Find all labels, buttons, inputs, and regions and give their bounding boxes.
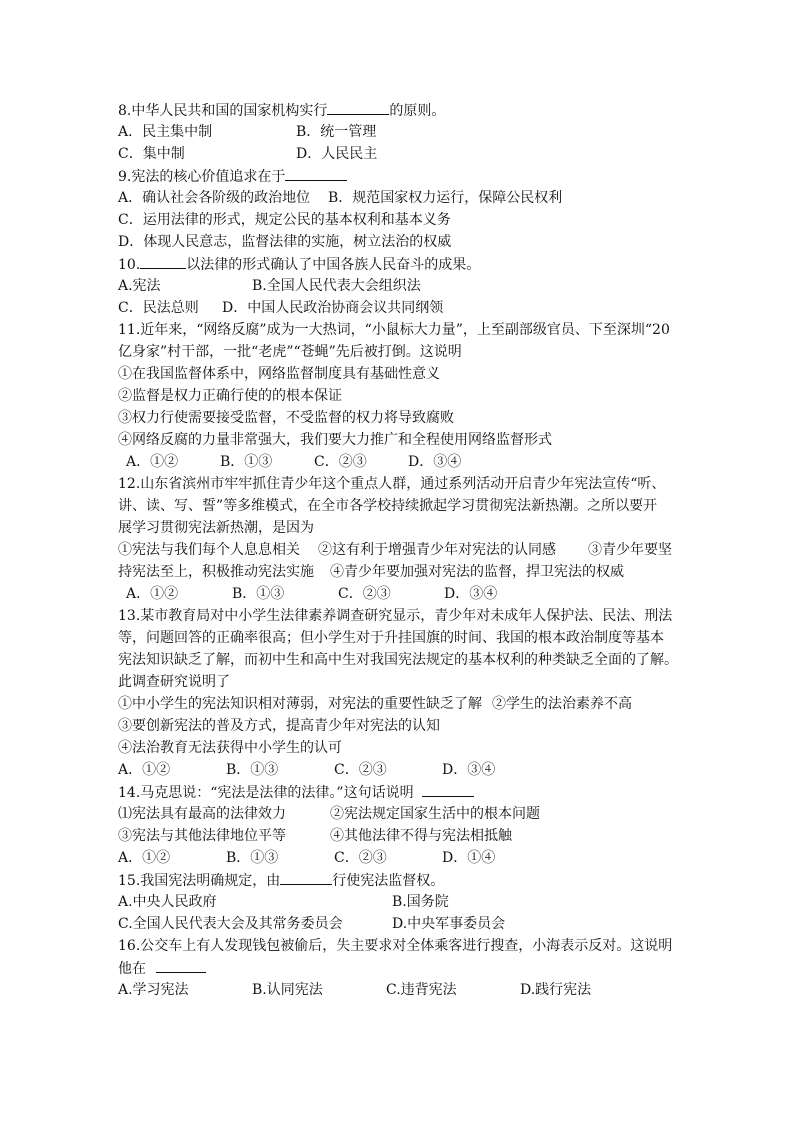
q10-stem-text: 以法律的形式确认了中国各族人民奋斗的成果。 bbox=[186, 257, 481, 273]
q12-statement-3-start: ③青少年要坚 bbox=[588, 542, 672, 558]
q12-statement-1: ①宪法与我们每个人息息相关 bbox=[118, 542, 300, 558]
q15-stem bbox=[118, 870, 444, 891]
q15-options-row1 bbox=[118, 892, 449, 912]
q12-option-d: D．③④ bbox=[444, 586, 498, 602]
q12-stem-line3: 展学习贯彻宪法新热潮，是因为 bbox=[118, 520, 314, 536]
q11-option-a: A．①② bbox=[126, 454, 179, 470]
answer-blank bbox=[422, 782, 474, 797]
q10-option-a: A.宪法 bbox=[118, 278, 161, 294]
q11-statement-2: ②监督是权力正确行使的的根本保证 bbox=[118, 388, 342, 404]
q16-options bbox=[118, 980, 591, 1000]
q13-statement-4: ④法治教育无法获得中小学生的认可 bbox=[118, 740, 342, 756]
q13-stem-line3: 宪法知识缺乏了解，而初中生和高中生对我国宪法规定的基本权利的种类缺乏全面的了解。 bbox=[118, 652, 678, 668]
q8-option-c: C．集中制 bbox=[118, 146, 185, 162]
q8-stem-text: 8.中华人民共和国的国家机构实行 bbox=[118, 103, 328, 119]
q15-option-b: B.国务院 bbox=[392, 894, 449, 910]
q9-option-b: B．规范国家权力运行，保障公民权利 bbox=[328, 190, 563, 206]
q11-options bbox=[126, 452, 461, 472]
q13-statement-2: ②学生的法治素养不高 bbox=[492, 696, 632, 712]
q14-statement-2: ②宪法规定国家生活中的根本问题 bbox=[330, 806, 540, 822]
q8-stem bbox=[118, 100, 445, 121]
q11-stem-line1: 11.近年来，“网络反腐”成为一大热词，“小鼠标大力量”，上至副部级官员、下至深圳“20 bbox=[118, 322, 670, 338]
q9-options-row1 bbox=[118, 188, 562, 208]
answer-blank bbox=[156, 958, 206, 973]
answer-blank bbox=[285, 166, 347, 181]
q15-option-c: C.全国人民代表大会及其常务委员会 bbox=[118, 916, 343, 932]
q13-stem-line2: 等，问题回答的正确率很高；但小学生对于升挂国旗的时间、我国的根本政治制度等基本 bbox=[118, 630, 664, 646]
q9-option-a: A．确认社会各阶级的政治地位 bbox=[118, 190, 311, 206]
q8-option-d: D．人民民主 bbox=[296, 146, 378, 162]
q13-stem-line1: 13.某市教育局对中小学生法律素养调查研究显示，青少年对未成年人保护法、民法、刑法 bbox=[118, 608, 673, 624]
q12-option-c: C．②③ bbox=[338, 586, 391, 602]
q11-statement-4: ④网络反腐的力量非常强大，我们要大力推广和全程使用网络监督形式 bbox=[118, 432, 552, 448]
q9-option-c: C．运用法律的形式，规定公民的基本权利和基本义务 bbox=[118, 212, 451, 228]
q9-option-d: D．体现人民意志，监督法律的实施，树立法治的权威 bbox=[118, 234, 452, 250]
q14-option-a: A．①② bbox=[118, 850, 171, 866]
q14-option-c: C．②③ bbox=[334, 850, 387, 866]
q12-stem-line2: 讲、读、写、誓”等多维模式，在全市各学校持续掀起学习贯彻宪法新热潮。之所以要开 bbox=[118, 498, 658, 514]
q8-option-b: B．统一管理 bbox=[296, 124, 377, 140]
q8-options-row1 bbox=[118, 122, 376, 142]
q10-option-c: C．民法总则 bbox=[118, 300, 199, 316]
q10-stem-number: 10. bbox=[118, 257, 141, 273]
q13-option-a: A．①② bbox=[118, 762, 171, 778]
q11-statement-3: ③权力行使需要接受监督，不受监督的权力将导致腐败 bbox=[118, 410, 454, 426]
answer-blank bbox=[327, 100, 389, 115]
q15-stem-text: 15.我国宪法明确规定，由 bbox=[118, 873, 281, 889]
q10-option-d: D．中国人民政治协商会议共同纲领 bbox=[222, 300, 444, 316]
answer-blank bbox=[140, 254, 186, 269]
q14-option-b: B．①③ bbox=[226, 850, 279, 866]
q16-option-a: A.学习宪法 bbox=[118, 982, 189, 998]
q16-stem-line2 bbox=[118, 958, 206, 979]
q12-statements-row2 bbox=[118, 562, 624, 582]
q8-options-row2 bbox=[118, 144, 377, 164]
q12-statements-row1 bbox=[118, 540, 672, 560]
q11-statement-1: ①在我国监督体系中，网络监督制度具有基础性意义 bbox=[118, 366, 440, 382]
q12-options bbox=[126, 584, 497, 604]
q14-statements-row2 bbox=[118, 826, 512, 846]
q9-stem bbox=[118, 166, 347, 187]
q15-option-d: D.中央军事委员会 bbox=[392, 916, 506, 932]
q15-options-row2 bbox=[118, 914, 505, 934]
q10-options-row1 bbox=[118, 276, 421, 296]
q14-stem bbox=[118, 782, 474, 803]
q16-stem-text: 他在 bbox=[118, 961, 146, 977]
q16-stem-line1: 16.公交车上有人发现钱包被偷后，失主要求对全体乘客进行搜查，小海表示反对。这说明 bbox=[118, 938, 673, 954]
q13-stem-line4: 此调查研究说明了 bbox=[118, 674, 230, 690]
q9-stem-text: 9.宪法的核心价值追求在于 bbox=[118, 169, 286, 185]
q13-statement-3: ③要创新宪法的普及方式，提高青少年对宪法的认知 bbox=[118, 718, 440, 734]
q14-options bbox=[118, 848, 495, 868]
q14-statements-row1 bbox=[118, 804, 540, 824]
q16-option-c: C.违背宪法 bbox=[386, 982, 457, 998]
q12-statement-3-end: 持宪法至上，积极推动宪法实施 bbox=[118, 564, 314, 580]
q13-statement-1: ①中小学生的宪法知识相对薄弱，对宪法的重要性缺乏了解 bbox=[118, 696, 482, 712]
q11-option-d: D．③④ bbox=[408, 454, 462, 470]
q13-option-d: D．③④ bbox=[442, 762, 496, 778]
q11-option-b: B．①③ bbox=[220, 454, 273, 470]
q10-stem bbox=[118, 254, 480, 275]
q12-statement-2: ②这有利于增强青少年对宪法的认同感 bbox=[318, 542, 556, 558]
answer-blank bbox=[280, 870, 332, 885]
q10-options-row2 bbox=[118, 298, 443, 318]
q14-statement-1: ⑴宪法具有最高的法律效力 bbox=[118, 806, 286, 822]
q13-statements-row1 bbox=[118, 694, 632, 714]
q8-stem-tail: 的原则。 bbox=[389, 103, 446, 119]
q16-option-b: B.认同宪法 bbox=[252, 982, 323, 998]
q15-stem-tail: 行使宪法监督权。 bbox=[332, 873, 445, 889]
q8-option-a: A．民主集中制 bbox=[118, 124, 213, 140]
q15-option-a: A.中央人民政府 bbox=[118, 894, 217, 910]
q11-option-c: C．②③ bbox=[314, 454, 367, 470]
q12-option-b: B．①③ bbox=[232, 586, 285, 602]
q10-option-b: B.全国人民代表大会组织法 bbox=[252, 278, 421, 294]
q13-options bbox=[118, 760, 495, 780]
q14-stem-text: 14.马克思说：“宪法是法律的法律。”这句话说明 bbox=[118, 785, 414, 801]
q12-option-a: A．①② bbox=[126, 586, 179, 602]
q13-option-b: B．①③ bbox=[226, 762, 279, 778]
q14-statement-3: ③宪法与其他法律地位平等 bbox=[118, 828, 286, 844]
q14-option-d: D．①④ bbox=[442, 850, 496, 866]
q12-statement-4: ④青少年要加强对宪法的监督，捍卫宪法的权威 bbox=[330, 564, 624, 580]
q14-statement-4: ④其他法律不得与宪法相抵触 bbox=[330, 828, 512, 844]
q13-option-c: C．②③ bbox=[334, 762, 387, 778]
q16-option-d: D.践行宪法 bbox=[520, 982, 592, 998]
q11-stem-line2: 亿身家”村干部，一批“老虎”“苍蝇”先后被打倒。这说明 bbox=[118, 344, 462, 360]
q12-stem-line1: 12.山东省滨州市牢牢抓住青少年这个重点人群，通过系列活动开启青少年宪法宣传“听、 bbox=[118, 476, 666, 492]
